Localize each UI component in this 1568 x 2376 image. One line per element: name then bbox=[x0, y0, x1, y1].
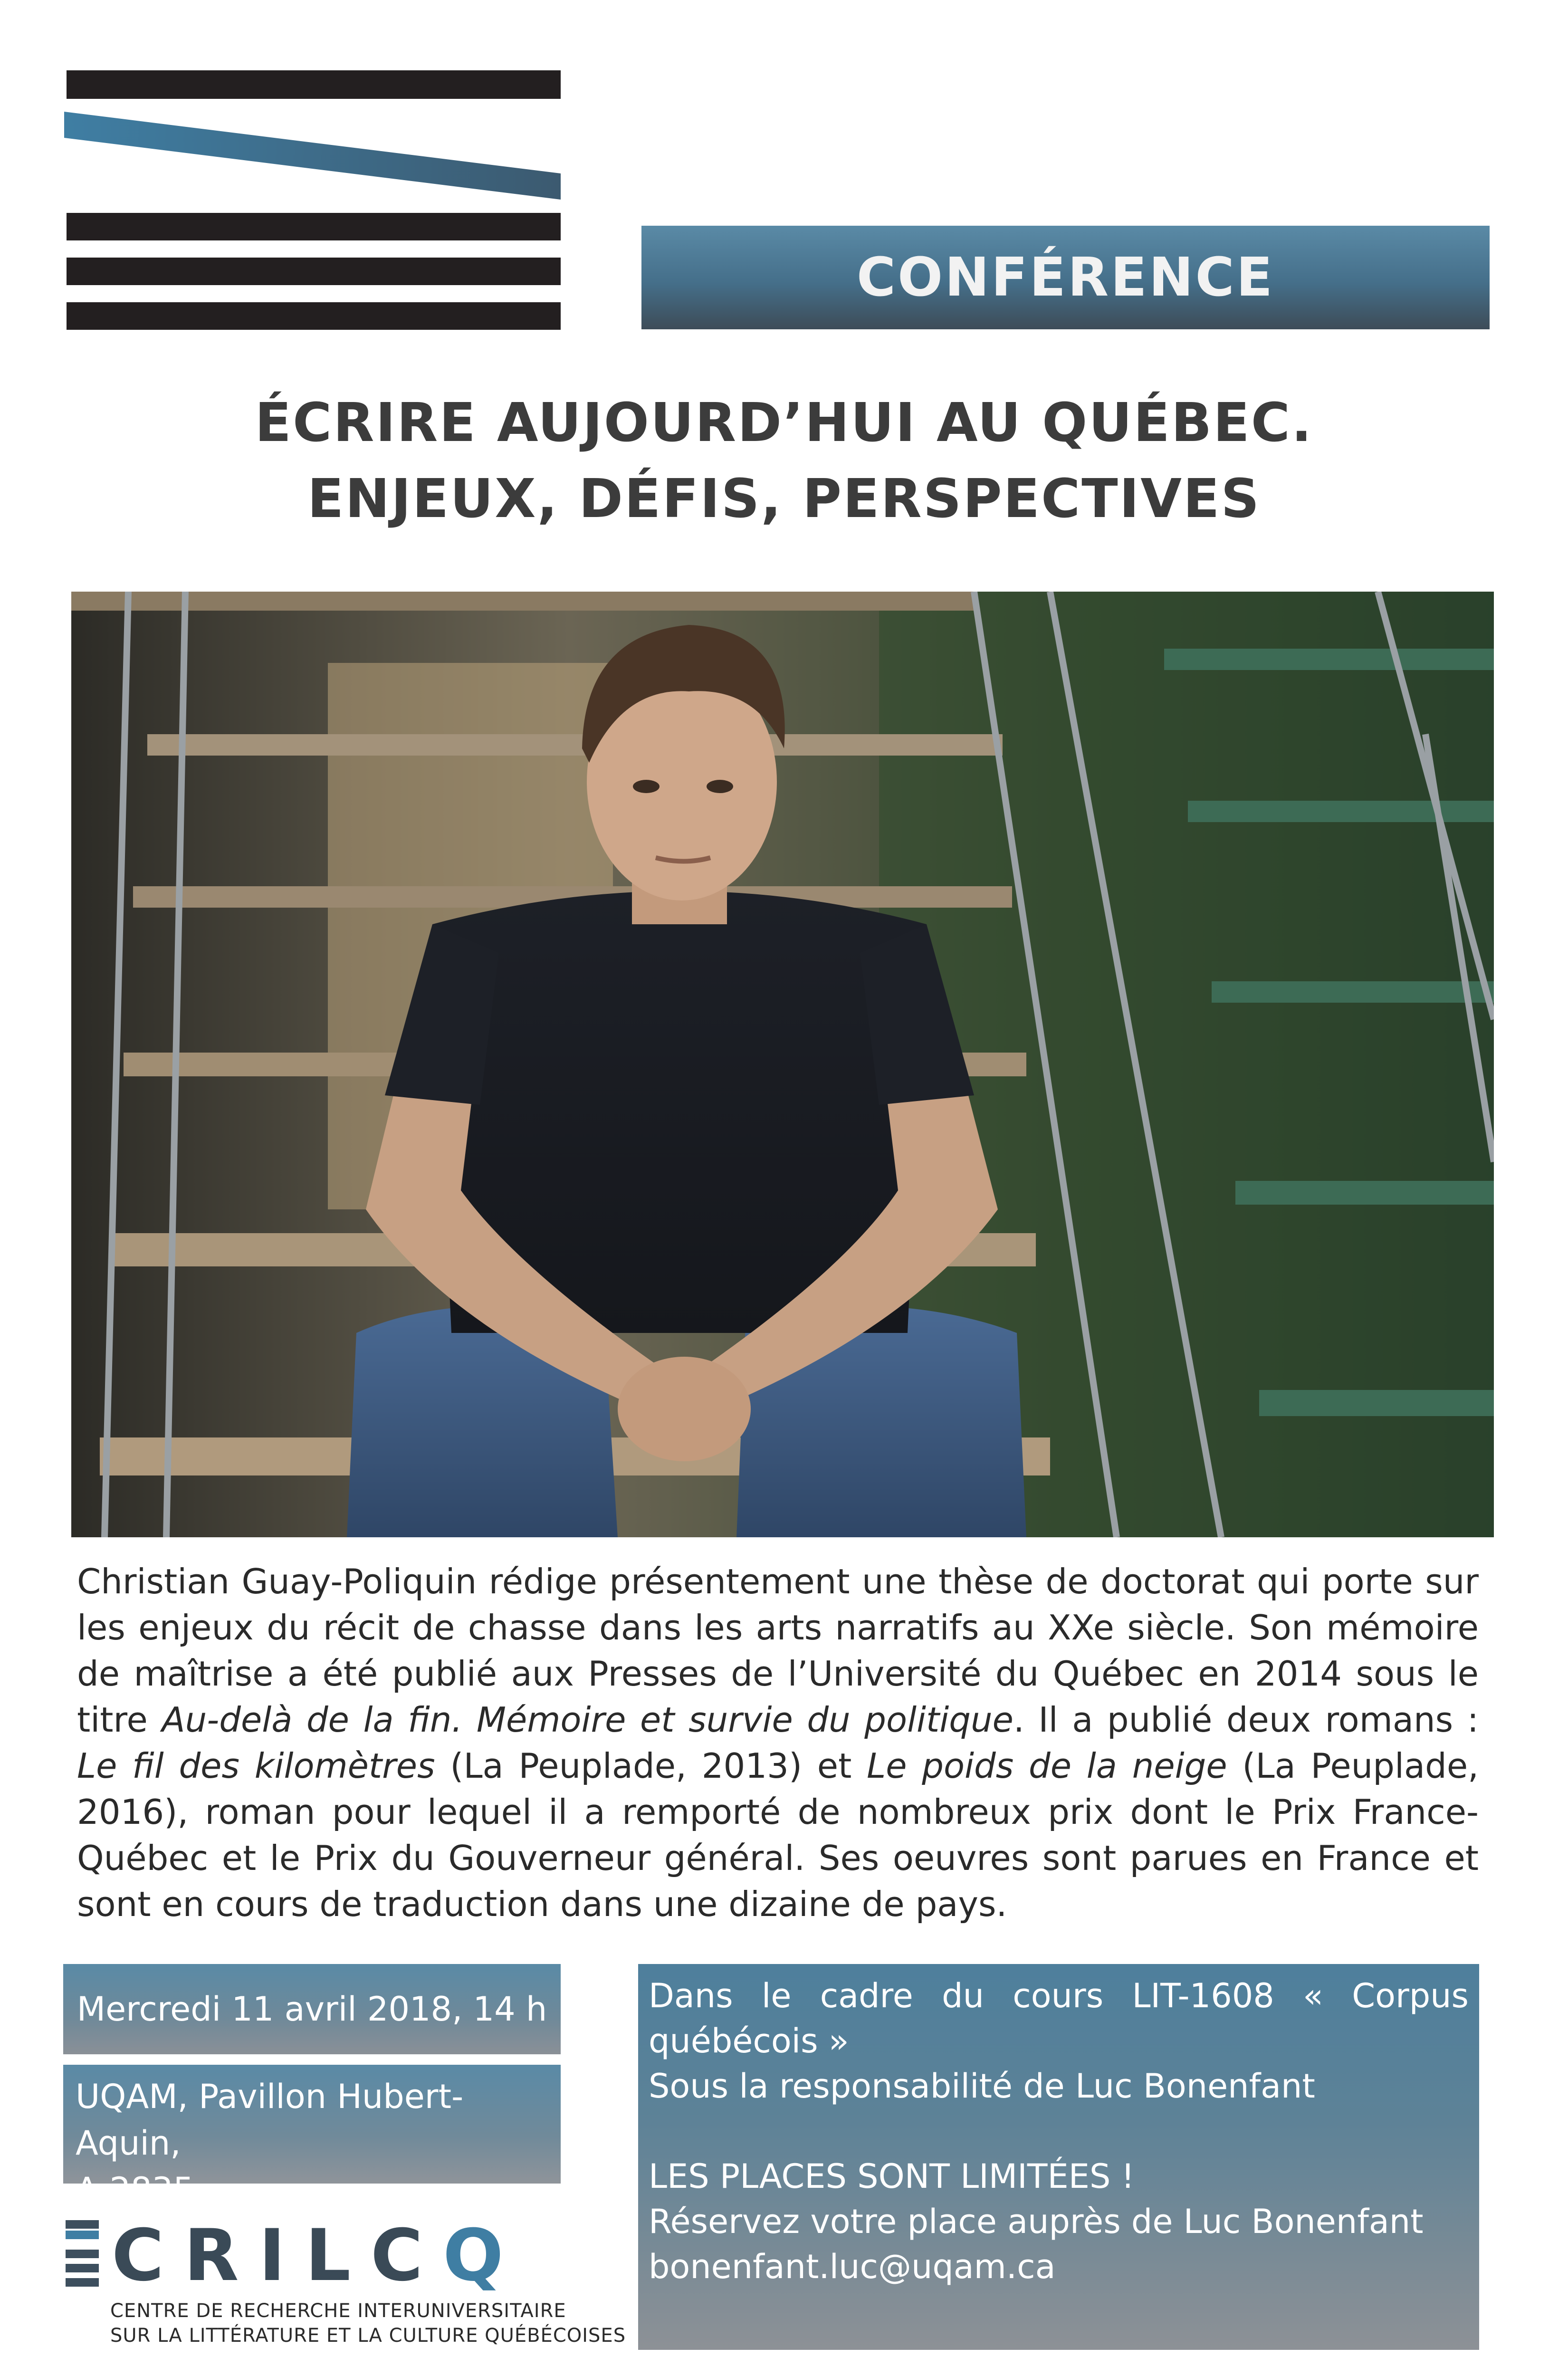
course-supervisor: Sous la responsabilité de Luc Bonenfant bbox=[649, 2067, 1315, 2106]
event-place-line1: UQAM, Pavillon Hubert-Aquin, bbox=[76, 2077, 464, 2163]
page-title-line2: ENJEUX, DÉFIS, PERSPECTIVES bbox=[307, 468, 1261, 530]
logo-bar bbox=[67, 258, 561, 285]
portrait-photo-icon bbox=[71, 592, 1494, 1537]
logo-bar bbox=[67, 302, 561, 330]
bio-text: (La Peuplade, 2016), roman pour lequel il a remporté de nombreux prix dont le Prix France-Québec et le Prix du Gouverneur général. Ses oeuvres sont parues en France et sont en cours de traduction dans une dizaine de pays. bbox=[77, 1746, 1479, 1924]
event-place-box bbox=[63, 2065, 561, 2209]
speaker-photo bbox=[71, 592, 1494, 1537]
conference-banner bbox=[641, 226, 1490, 329]
crilcq-subtitle-line1: CENTRE DE RECHERCHE INTERUNIVERSITAIRE bbox=[110, 2300, 566, 2322]
limited-places-notice: LES PLACES SONT LIMITÉES ! bbox=[649, 2157, 1135, 2196]
logo-bar bbox=[67, 70, 561, 99]
book-title-novel-1: Le fil des kilomètres bbox=[77, 1746, 435, 1786]
logo-bar bbox=[67, 213, 561, 240]
crilcq-subtitle-line2: SUR LA LITTÉRATURE ET LA CULTURE QUÉBÉCOISES bbox=[110, 2325, 626, 2347]
event-date: Mercredi 11 avril 2018, 14 h bbox=[76, 1990, 547, 2029]
book-title-essay: Au-delà de la fin. Mémoire et survie du politique bbox=[162, 1700, 1013, 1740]
event-date-box bbox=[63, 1964, 561, 2054]
reservation-text: Réservez votre place auprès de Luc Bonenfant bbox=[649, 2202, 1424, 2241]
logo-slanted-bar bbox=[62, 112, 565, 207]
bio-text: . Il a publié deux romans : bbox=[1013, 1700, 1479, 1740]
page-title-line1: ÉCRIRE AUJOURD’HUI AU QUÉBEC. bbox=[255, 392, 1313, 454]
banner-label: CONFÉRENCE bbox=[856, 247, 1275, 308]
book-title-novel-2: Le poids de la neige bbox=[867, 1746, 1227, 1786]
course-line: québécois » bbox=[649, 2022, 849, 2060]
contact-email-link[interactable]: bonenfant.luc@uqam.ca bbox=[649, 2247, 1056, 2286]
bio-text: (La Peuplade, 2013) et bbox=[435, 1746, 867, 1786]
crilcq-name-main: CRILC bbox=[112, 2214, 443, 2297]
course-info-box bbox=[638, 1964, 1479, 2350]
event-place-line2: A-2835 bbox=[76, 2170, 194, 2209]
crilcq-name bbox=[112, 2214, 524, 2297]
bio-paragraph bbox=[77, 1559, 1479, 1927]
course-line: Dans le cadre du cours LIT-1608 « Corpus bbox=[649, 1976, 1469, 2015]
crilcq-name-q: Q bbox=[443, 2214, 524, 2297]
spacer bbox=[649, 2109, 1469, 2154]
crilcq-bars-icon bbox=[66, 2220, 104, 2291]
bio-text: Christian Guay-Poliquin rédige présentement une thèse de doctorat qui porte sur les enjeux du récit de chasse dans les arts narratifs au XXe siècle. Son mémoire de maîtrise a été publié aux Presses de l’Université du Québec en 2014 sous le titre bbox=[77, 1562, 1479, 1740]
